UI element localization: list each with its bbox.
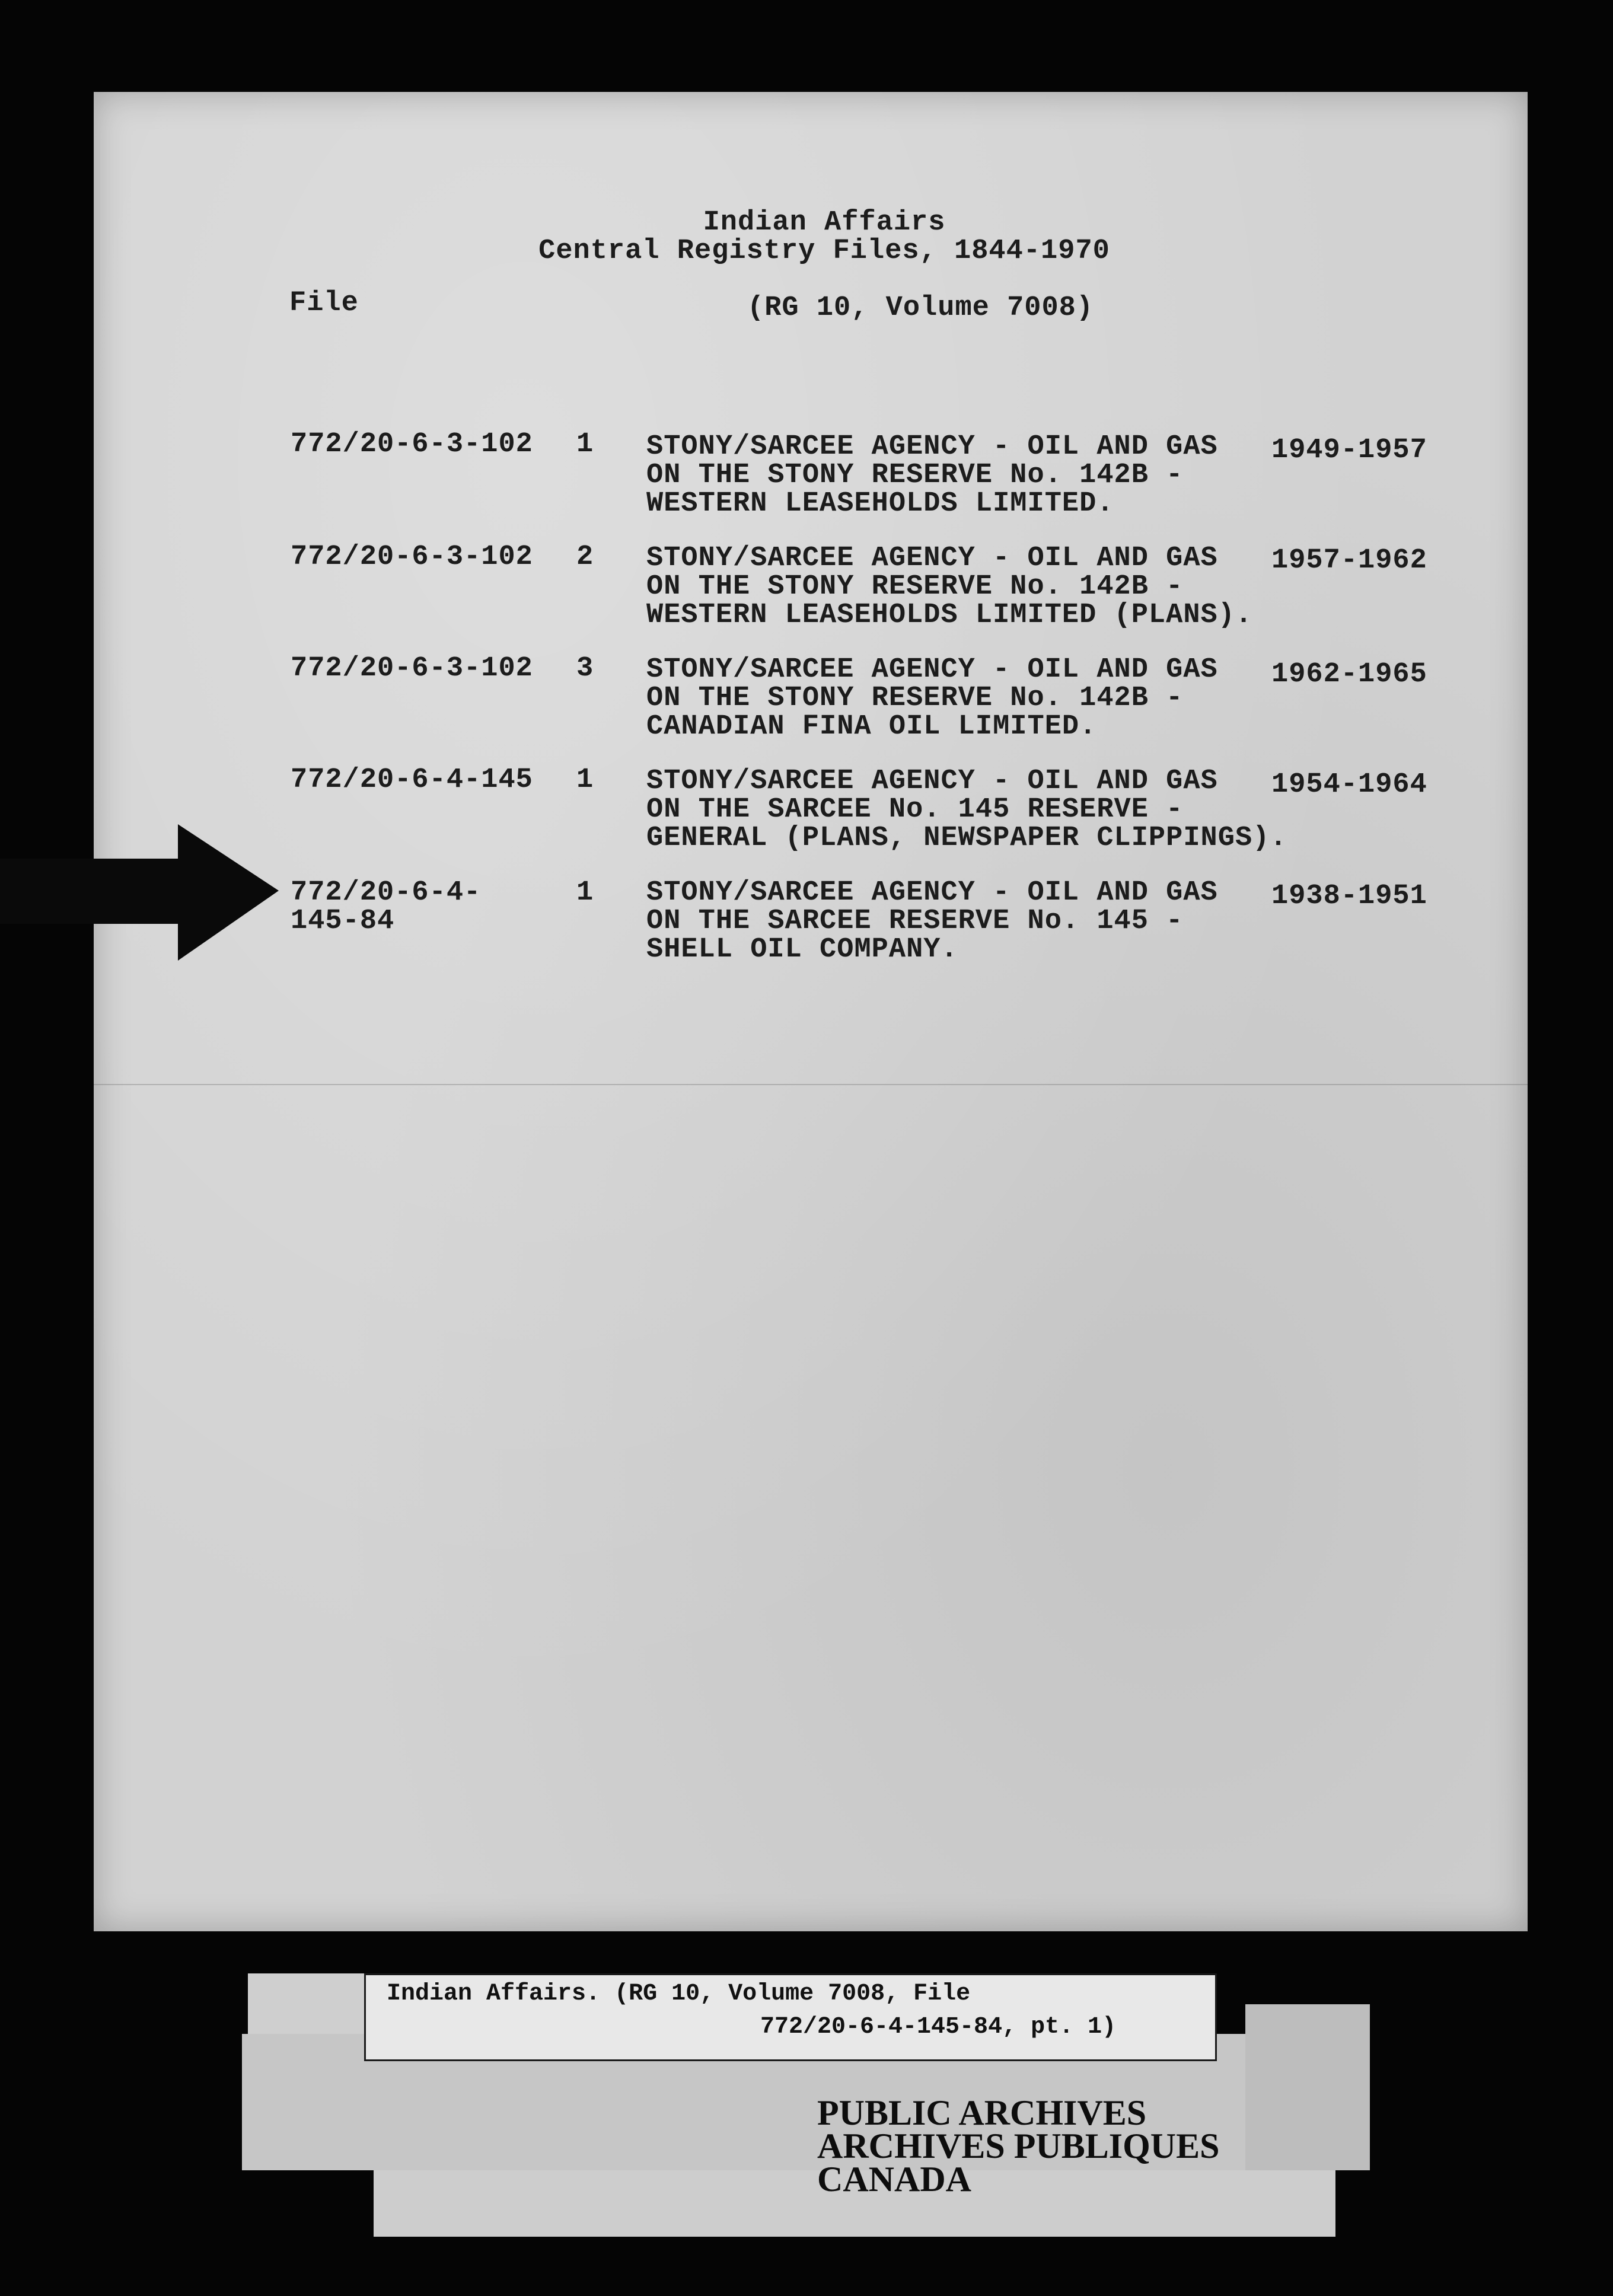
description-line: STONY/SARCEE AGENCY - OIL AND GAS [646,431,1218,463]
part-number: 1 [576,764,594,796]
description-line: ON THE STONY RESERVE No. 142B - [646,683,1184,714]
file-number: 772/20-6-3-102 [291,653,533,684]
file-number: 772/20-6-3-102 [291,541,533,573]
date-range: 1938-1951 [1271,881,1427,912]
volume-reference: (RG 10, Volume 7008) [747,292,1094,324]
description-line: WESTERN LEASEHOLDS LIMITED. [646,488,1114,519]
description-line: STONY/SARCEE AGENCY - OIL AND GAS [646,877,1218,908]
date-range: 1954-1964 [1271,769,1427,801]
part-number: 1 [576,429,594,460]
description-line: STONY/SARCEE AGENCY - OIL AND GAS [646,543,1218,574]
description-line: STONY/SARCEE AGENCY - OIL AND GAS [646,654,1218,685]
date-range: 1949-1957 [1271,435,1427,466]
citation-line: 772/20-6-4-145-84, pt. 1) [760,2014,1117,2040]
file-number: 772/20-6-4-145 [291,764,533,796]
page-title: Indian Affairs [703,207,946,238]
description-line: ON THE SARCEE No. 145 RESERVE - [646,794,1184,825]
pointer-arrow-icon [0,824,279,961]
description-line: STONY/SARCEE AGENCY - OIL AND GAS [646,766,1218,797]
page-subtitle: Central Registry Files, 1844-1970 [538,235,1110,267]
file-column-header: File [289,288,359,319]
file-number-continued: 145-84 [291,905,395,937]
part-number: 3 [576,653,594,684]
file-number: 772/20-6-4- [291,877,482,908]
part-number: 1 [576,877,594,908]
description-line: ON THE SARCEE RESERVE No. 145 - [646,905,1184,937]
backing-strip-right [1245,2004,1370,2170]
part-number: 2 [576,541,594,573]
description-line: CANADIAN FINA OIL LIMITED. [646,711,1097,742]
description-line: ON THE STONY RESERVE No. 142B - [646,460,1184,491]
description-line: SHELL OIL COMPANY. [646,934,958,965]
page-fold-line [94,1084,1528,1085]
description-line: WESTERN LEASEHOLDS LIMITED (PLANS). [646,599,1253,631]
document-page [94,92,1528,1931]
citation-line: Indian Affairs. (RG 10, Volume 7008, File [387,1981,971,2007]
date-range: 1957-1962 [1271,545,1427,576]
description-line: GENERAL (PLANS, NEWSPAPER CLIPPINGS). [646,822,1287,854]
date-range: 1962-1965 [1271,659,1427,690]
description-line: ON THE STONY RESERVE No. 142B - [646,571,1184,602]
file-number: 772/20-6-3-102 [291,429,533,460]
